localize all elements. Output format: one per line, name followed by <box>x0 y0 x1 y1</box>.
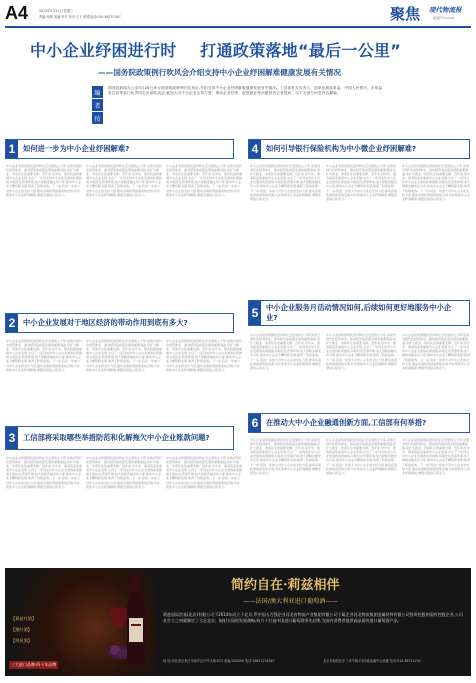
question-text: 如何引导银行保险机构为中小微企业纾困解难? <box>266 144 417 153</box>
body-column: 中小企业是我国国民经济和社会发展的主力军,是建设现代化经济体系、推动经济高质量发展的重要基础,是扩大就业、改善民生的重要支撑。近年来,党中央、国务院高度重视中小企业发展,出台了一系列支持中小企业发展的政策措施,持续优化营商环境,加大财税金融支持力度,推动中小企业专精特新发展,取得了积极成效。下一步,将进一步加大对中小企业的支持力度,推动各项政策措施落地见效,切实帮助中小企业纾困解难,增强发展信心和活力。 <box>166 164 242 197</box>
question-bar-4 <box>248 139 470 159</box>
ad-slogan: 简约自在·莉兹相伴 <box>231 578 340 593</box>
main-headline: 中小企业纾困进行时 打通政策落地“最后一公里” <box>30 41 402 60</box>
ad-side-tag: 【澳红酒】 <box>11 627 32 632</box>
ad-body: 莉兹国际贸易(北京)有限公司于2014年成立于北京,系中国五百强企业河北省物流产业集团有限公司下属企业河北物流集团金属材料有限公司投资控股的国有控股企业,公司从生立之初就制定了立足北京、辐射全国的发展战略,致力于打造中国进口葡萄酒领先品牌,为国内消费者提供高品质的进口葡萄酒产品。 <box>163 612 463 623</box>
wine-bottle-image <box>105 572 155 670</box>
body-column: 中小企业是我国国民经济和社会发展的主力军,是建设现代化经济体系、推动经济高质量发展的重要基础,是扩大就业、改善民生的重要支撑。近年来,党中央、国务院高度重视中小企业发展,出台了一系列支持中小企业发展的政策措施,持续优化营商环境,加大财税金融支持力度,推动中小企业专精特新发展,取得了积极成效。下一步,将进一步加大对中小企业的支持力度,推动各项政策措施落地见效,切实帮助中小企业纾困解难,增强发展信心和活力。 <box>6 164 82 197</box>
header-rule <box>5 26 471 28</box>
editor-note-char: 编 <box>92 86 103 98</box>
body-column: 中小企业是我国国民经济和社会发展的主力军,是建设现代化经济体系、推动经济高质量发展的重要基础,是扩大就业、改善民生的重要支撑。近年来,党中央、国务院高度重视中小企业发展,出台了一系列支持中小企业发展的政策措施,持续优化营商环境,加大财税金融支持力度,推动中小企业专精特新发展,取得了积极成效。下一步,将进一步加大对中小企业的支持力度,推动各项政策措施落地见效,切实帮助中小企业纾困解难,增强发展信心和活力。 <box>250 333 321 370</box>
body-column: 中小企业是我国国民经济和社会发展的主力军,是建设现代化经济体系、推动经济高质量发展的重要基础,是扩大就业、改善民生的重要支撑。近年来,党中央、国务院高度重视中小企业发展,出台了一系列支持中小企业发展的政策措施,持续优化营商环境,加大财税金融支持力度,推动中小企业专精特新发展,取得了积极成效。下一步,将进一步加大对中小企业的支持力度,推动各项政策措施落地见效,切实帮助中小企业纾困解难,增强发展信心和活力。 <box>402 333 470 370</box>
body-column: 中小企业是我国国民经济和社会发展的主力军,是建设现代化经济体系、推动经济高质量发展的重要基础,是扩大就业、改善民生的重要支撑。近年来,党中央、国务院高度重视中小企业发展,出台了一系列支持中小企业发展的政策措施,持续优化营商环境,加大财税金融支持力度,推动中小企业专精特新发展,取得了积极成效。下一步,将进一步加大对中小企业的支持力度,推动各项政策措施落地见效,切实帮助中小企业纾困解难,增强发展信心和活力。 <box>86 339 162 372</box>
question-bar-2 <box>5 313 234 333</box>
ad-subtitle: ——法国/澳大利亚进口葡萄酒—— <box>243 598 338 605</box>
ad-footer-left: 地 址:河北省石家庄市裕华区中华大街32号 邮编:050000 电话:18611234567 <box>163 659 275 663</box>
question-text: 中小企业发展对于地区经济的带动作用到底有多大? <box>23 318 188 327</box>
ad-side-bottom: 三大进口品牌·四十年品牌 <box>11 662 57 667</box>
page-header <box>5 3 471 25</box>
header-meta-1: 2023年5月31日 星期三 <box>39 9 74 13</box>
question-text: 中小企业服务月活动情况如何,后续如何更好地服务中小企业? <box>266 303 452 322</box>
editor-note-char: 按 <box>92 112 103 124</box>
body-column: 中小企业是我国国民经济和社会发展的主力军,是建设现代化经济体系、推动经济高质量发展的重要基础,是扩大就业、改善民生的重要支撑。近年来,党中央、国务院高度重视中小企业发展,出台了一系列支持中小企业发展的政策措施,持续优化营商环境,加大财税金融支持力度,推动中小企业专精特新发展,取得了积极成效。下一步,将进一步加大对中小企业的支持力度,推动各项政策措施落地见效,切实帮助中小企业纾困解难,增强发展信心和活力。 <box>326 164 397 201</box>
question-number: 5 <box>249 301 261 325</box>
brand-name: 现代物流报 <box>429 6 462 14</box>
question-text: 在推动大中小企业融通创新方面,工信部有何举措? <box>266 418 427 427</box>
question-number: 4 <box>249 140 261 158</box>
question-bar-5 <box>248 300 470 326</box>
ad-side-tag: 【明星酒】 <box>11 638 32 643</box>
question-number: 3 <box>6 427 18 449</box>
question-number: 2 <box>6 314 18 332</box>
question-text: 如何进一步为中小企业纾困解难? <box>23 144 130 153</box>
question-number: 6 <box>249 414 261 432</box>
question-number: 1 <box>6 140 18 158</box>
page-label: A4 <box>5 3 29 23</box>
body-column: 中小企业是我国国民经济和社会发展的主力军,是建设现代化经济体系、推动经济高质量发展的重要基础,是扩大就业、改善民生的重要支撑。近年来,党中央、国务院高度重视中小企业发展,出台了一系列支持中小企业发展的政策措施,持续优化营商环境,加大财税金融支持力度,推动中小企业专精特新发展,取得了积极成效。下一步,将进一步加大对中小企业的支持力度,推动各项政策措施落地见效,切实帮助中小企业纾困解难,增强发展信心和活力。 <box>166 456 242 489</box>
wine-advertisement <box>5 568 471 676</box>
question-bar-1 <box>5 139 234 159</box>
body-column: 中小企业是我国国民经济和社会发展的主力军,是建设现代化经济体系、推动经济高质量发展的重要基础,是扩大就业、改善民生的重要支撑。近年来,党中央、国务院高度重视中小企业发展,出台了一系列支持中小企业发展的政策措施,持续优化营商环境,加大财税金融支持力度,推动中小企业专精特新发展,取得了积极成效。下一步,将进一步加大对中小企业的支持力度,推动各项政策措施落地见效,切实帮助中小企业纾困解难,增强发展信心和活力。 <box>326 333 397 370</box>
header-meta-2: 责编:孙辉 美编:李冬 校对:王子 联系电话:010-68757007 <box>39 15 121 19</box>
question-bar-6 <box>248 413 470 433</box>
editor-note-tag <box>92 86 103 125</box>
body-column: 中小企业是我国国民经济和社会发展的主力军,是建设现代化经济体系、推动经济高质量发展的重要基础,是扩大就业、改善民生的重要支撑。近年来,党中央、国务院高度重视中小企业发展,出台了一系列支持中小企业发展的政策措施,持续优化营商环境,加大财税金融支持力度,推动中小企业专精特新发展,取得了积极成效。下一步,将进一步加大对中小企业的支持力度,推动各项政策措施落地见效,切实帮助中小企业纾困解难,增强发展信心和活力。 <box>402 164 470 201</box>
body-column: 中小企业是我国国民经济和社会发展的主力军,是建设现代化经济体系、推动经济高质量发展的重要基础,是扩大就业、改善民生的重要支撑。近年来,党中央、国务院高度重视中小企业发展,出台了一系列支持中小企业发展的政策措施,持续优化营商环境,加大财税金融支持力度,推动中小企业专精特新发展,取得了积极成效。下一步,将进一步加大对中小企业的支持力度,推动各项政策措施落地见效,切实帮助中小企业纾困解难,增强发展信心和活力。 <box>166 339 242 372</box>
body-column: 中小企业是我国国民经济和社会发展的主力军,是建设现代化经济体系、推动经济高质量发展的重要基础,是扩大就业、改善民生的重要支撑。近年来,党中央、国务院高度重视中小企业发展,出台了一系列支持中小企业发展的政策措施,持续优化营商环境,加大财税金融支持力度,推动中小企业专精特新发展,取得了积极成效。下一步,将进一步加大对中小企业的支持力度,推动各项政策措施落地见效,切实帮助中小企业纾困解难,增强发展信心和活力。 <box>250 164 321 201</box>
sub-headline: ——国务院政策例行吹风会介绍支持中小企业纾困解难健康发展有关情况 <box>98 68 341 77</box>
body-column: 中小企业是我国国民经济和社会发展的主力军,是建设现代化经济体系、推动经济高质量发展的重要基础,是扩大就业、改善民生的重要支撑。近年来,党中央、国务院高度重视中小企业发展,出台了一系列支持中小企业发展的政策措施,持续优化营商环境,加大财税金融支持力度,推动中小企业专精特新发展,取得了积极成效。下一步,将进一步加大对中小企业的支持力度,推动各项政策措施落地见效,切实帮助中小企业纾困解难,增强发展信心和活力。 <box>86 456 162 489</box>
body-column: 中小企业是我国国民经济和社会发展的主力军,是建设现代化经济体系、推动经济高质量发展的重要基础,是扩大就业、改善民生的重要支撑。近年来,党中央、国务院高度重视中小企业发展,出台了一系列支持中小企业发展的政策措施,持续优化营商环境,加大财税金融支持力度,推动中小企业专精特新发展,取得了积极成效。下一步,将进一步加大对中小企业的支持力度,推动各项政策措施落地见效,切实帮助中小企业纾困解难,增强发展信心和活力。 <box>326 438 397 475</box>
column-name: 聚焦 <box>390 5 421 23</box>
body-column: 中小企业是我国国民经济和社会发展的主力军,是建设现代化经济体系、推动经济高质量发展的重要基础,是扩大就业、改善民生的重要支撑。近年来,党中央、国务院高度重视中小企业发展,出台了一系列支持中小企业发展的政策措施,持续优化营商环境,加大财税金融支持力度,推动中小企业专精特新发展,取得了积极成效。下一步,将进一步加大对中小企业的支持力度,推动各项政策措施落地见效,切实帮助中小企业纾困解难,增强发展信心和活力。 <box>86 164 162 197</box>
body-column: 中小企业是我国国民经济和社会发展的主力军,是建设现代化经济体系、推动经济高质量发展的重要基础,是扩大就业、改善民生的重要支撑。近年来,党中央、国务院高度重视中小企业发展,出台了一系列支持中小企业发展的政策措施,持续优化营商环境,加大财税金融支持力度,推动中小企业专精特新发展,取得了积极成效。下一步,将进一步加大对中小企业的支持力度,推动各项政策措施落地见效,切实帮助中小企业纾困解难,增强发展信心和活力。 <box>402 438 470 475</box>
question-bar-3 <box>5 426 234 450</box>
ad-footer-right: 北京市朝阳区东三环中路1号环球金融中心西楼 电话:010-86751234 <box>323 659 421 663</box>
ad-side-tags <box>11 616 36 644</box>
body-column: 中小企业是我国国民经济和社会发展的主力军,是建设现代化经济体系、推动经济高质量发展的重要基础,是扩大就业、改善民生的重要支撑。近年来,党中央、国务院高度重视中小企业发展,出台了一系列支持中小企业发展的政策措施,持续优化营商环境,加大财税金融支持力度,推动中小企业专精特新发展,取得了积极成效。下一步,将进一步加大对中小企业的支持力度,推动各项政策措施落地见效,切实帮助中小企业纾困解难,增强发展信心和活力。 <box>6 339 82 372</box>
body-column: 中小企业是我国国民经济和社会发展的主力军,是建设现代化经济体系、推动经济高质量发展的重要基础,是扩大就业、改善民生的重要支撑。近年来,党中央、国务院高度重视中小企业发展,出台了一系列支持中小企业发展的政策措施,持续优化营商环境,加大财税金融支持力度,推动中小企业专精特新发展,取得了积极成效。下一步,将进一步加大对中小企业的支持力度,推动各项政策措施落地见效,切实帮助中小企业纾困解难,增强发展信心和活力。 <box>6 456 82 489</box>
question-text: 工信部将采取哪些举措防范和化解拖欠中小企业账款问题? <box>23 433 210 442</box>
editor-note-char: 者 <box>92 99 103 111</box>
ad-side-tag: 【莉兹红酒】 <box>11 616 37 621</box>
editor-note-text: 国务院新闻办公室5月26日举行国务院政策例行吹风会,介绍支持中小企业纾困解难健康发展有关情况。工信部有关负责人、国家发展改革委、中国人民银行、市场监管总局等部门负责同志出席吹风会,就加大对中小企业支持力度、推动企业纾困、促进就业等问题回答记者提问。以下为部分问答内容摘编。 <box>108 86 383 96</box>
body-column: 中小企业是我国国民经济和社会发展的主力军,是建设现代化经济体系、推动经济高质量发展的重要基础,是扩大就业、改善民生的重要支撑。近年来,党中央、国务院高度重视中小企业发展,出台了一系列支持中小企业发展的政策措施,持续优化营商环境,加大财税金融支持力度,推动中小企业专精特新发展,取得了积极成效。下一步,将进一步加大对中小企业的支持力度,推动各项政策措施落地见效,切实帮助中小企业纾困解难,增强发展信心和活力。 <box>250 438 321 475</box>
brand-sub: 版面代号:17-67 <box>433 16 455 20</box>
